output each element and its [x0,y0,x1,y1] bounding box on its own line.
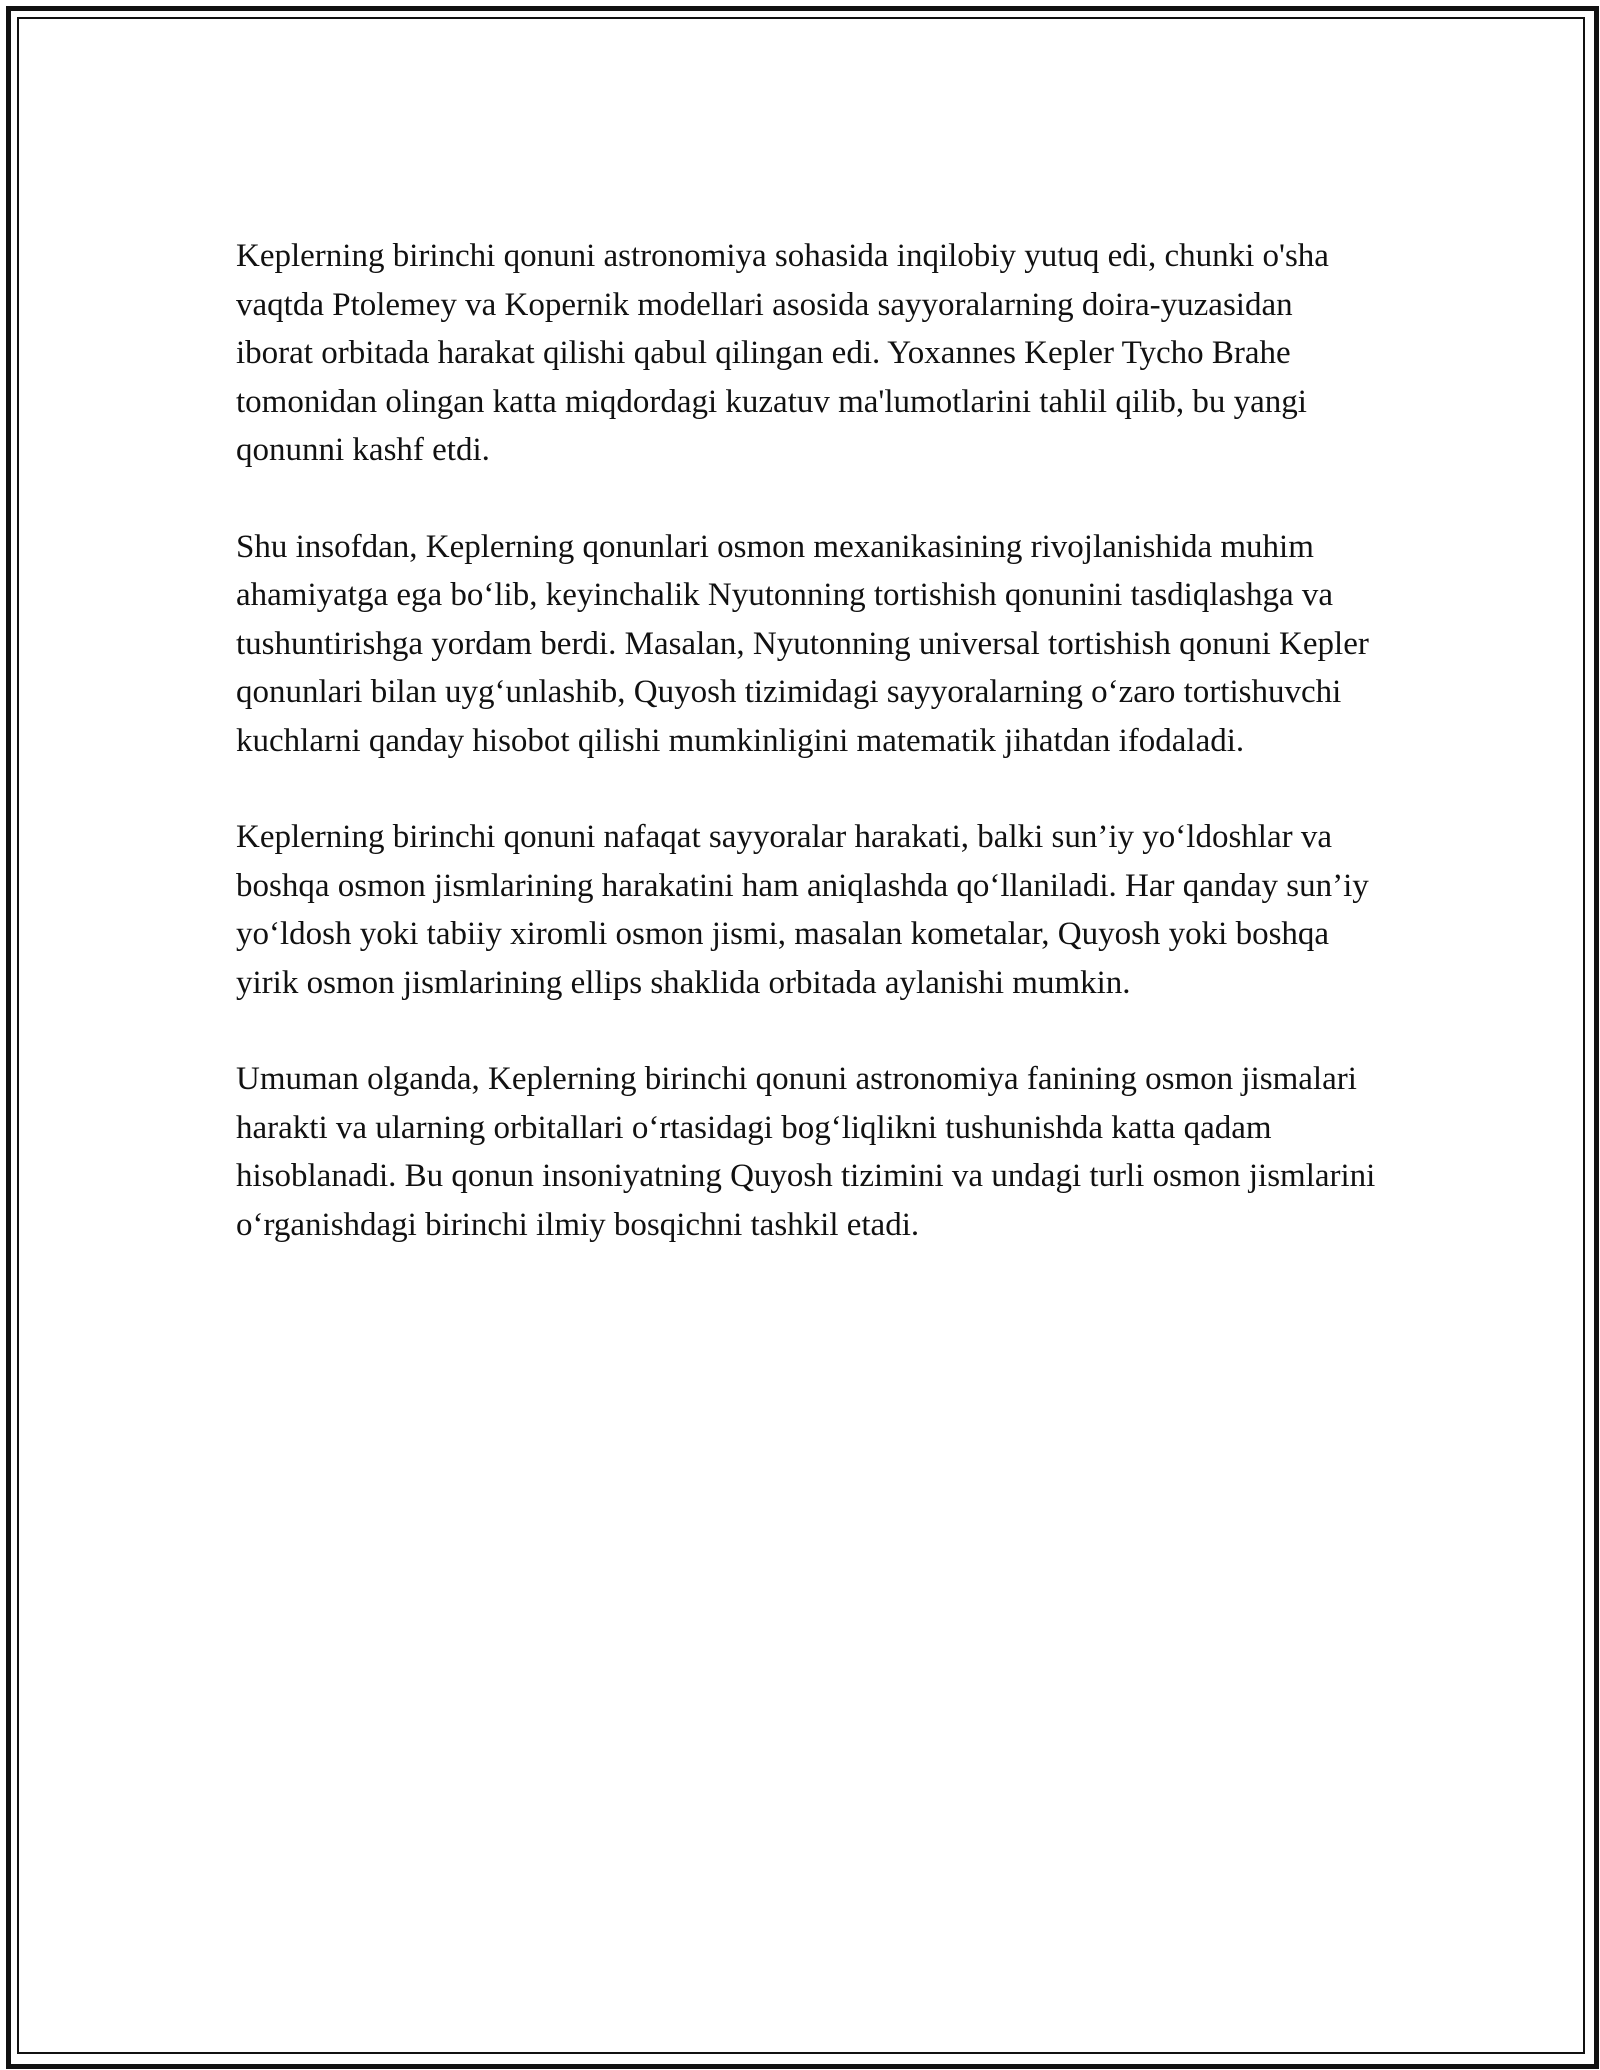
paragraph-1: Keplerning birinchi qonuni astronomiya sohasida inqilobiy yutuq edi, chunki o'sha vaqtda Ptolemey va Kopernik modellari asosida sayyoralarning doira-yuzasidan iborat orbitada harakat qilishi qabul qilingan edi. Yoxannes Kepler Tycho Brahe tomonidan olingan katta miqdordagi kuzatuv ma'lumotlarini tahlil qilib, bu yangi qonunni kashf etdi. [236,238,1329,468]
paragraph-2: Shu insofdan, Keplerning qonunlari osmon mexanikasining rivojlanishida muhim ahamiyatga ega bo‘lib, keyinchalik Nyutonning tortishish qonunini tasdiqlashga va tushuntirishga yordam berdi. Masalan, Nyutonning universal tortishish qonuni Kepler qonunlari bilan uyg‘unlashib, Quyosh tizimidagi sayyoralarning o‘zaro tortishuvchi kuchlarni qanday hisobot qilishi mumkinligini matematik jihatdan ifodaladi. [236,528,1369,759]
paragraph-4: Umuman olganda, Keplerning birinchi qonuni astronomiya fanining osmon jismalari harakti va ularning orbitallari o‘rtasidagi bog‘liqlikni tushunishda katta qadam hisoblanadi. Bu qonun insoniyatning Quyosh tizimini va undagi turli osmon jismlarini o‘rganishdagi birinchi ilmiy bosqichni tashkil etadi. [236,1061,1376,1243]
paragraph-3: Keplerning birinchi qonuni nafaqat sayyoralar harakati, balki sun’iy yo‘ldoshlar va boshqa osmon jismlarining harakatini ham aniqlashda qo‘llaniladi. Har qanday sun’iy yo‘ldosh yoki tabiiy xiromli osmon jismi, masalan kometalar, Quyosh yoki boshqa yirik osmon jismlarining ellips shaklida orbitada aylanishi mumkin. [236,819,1369,1001]
document-body [236,232,1376,1249]
